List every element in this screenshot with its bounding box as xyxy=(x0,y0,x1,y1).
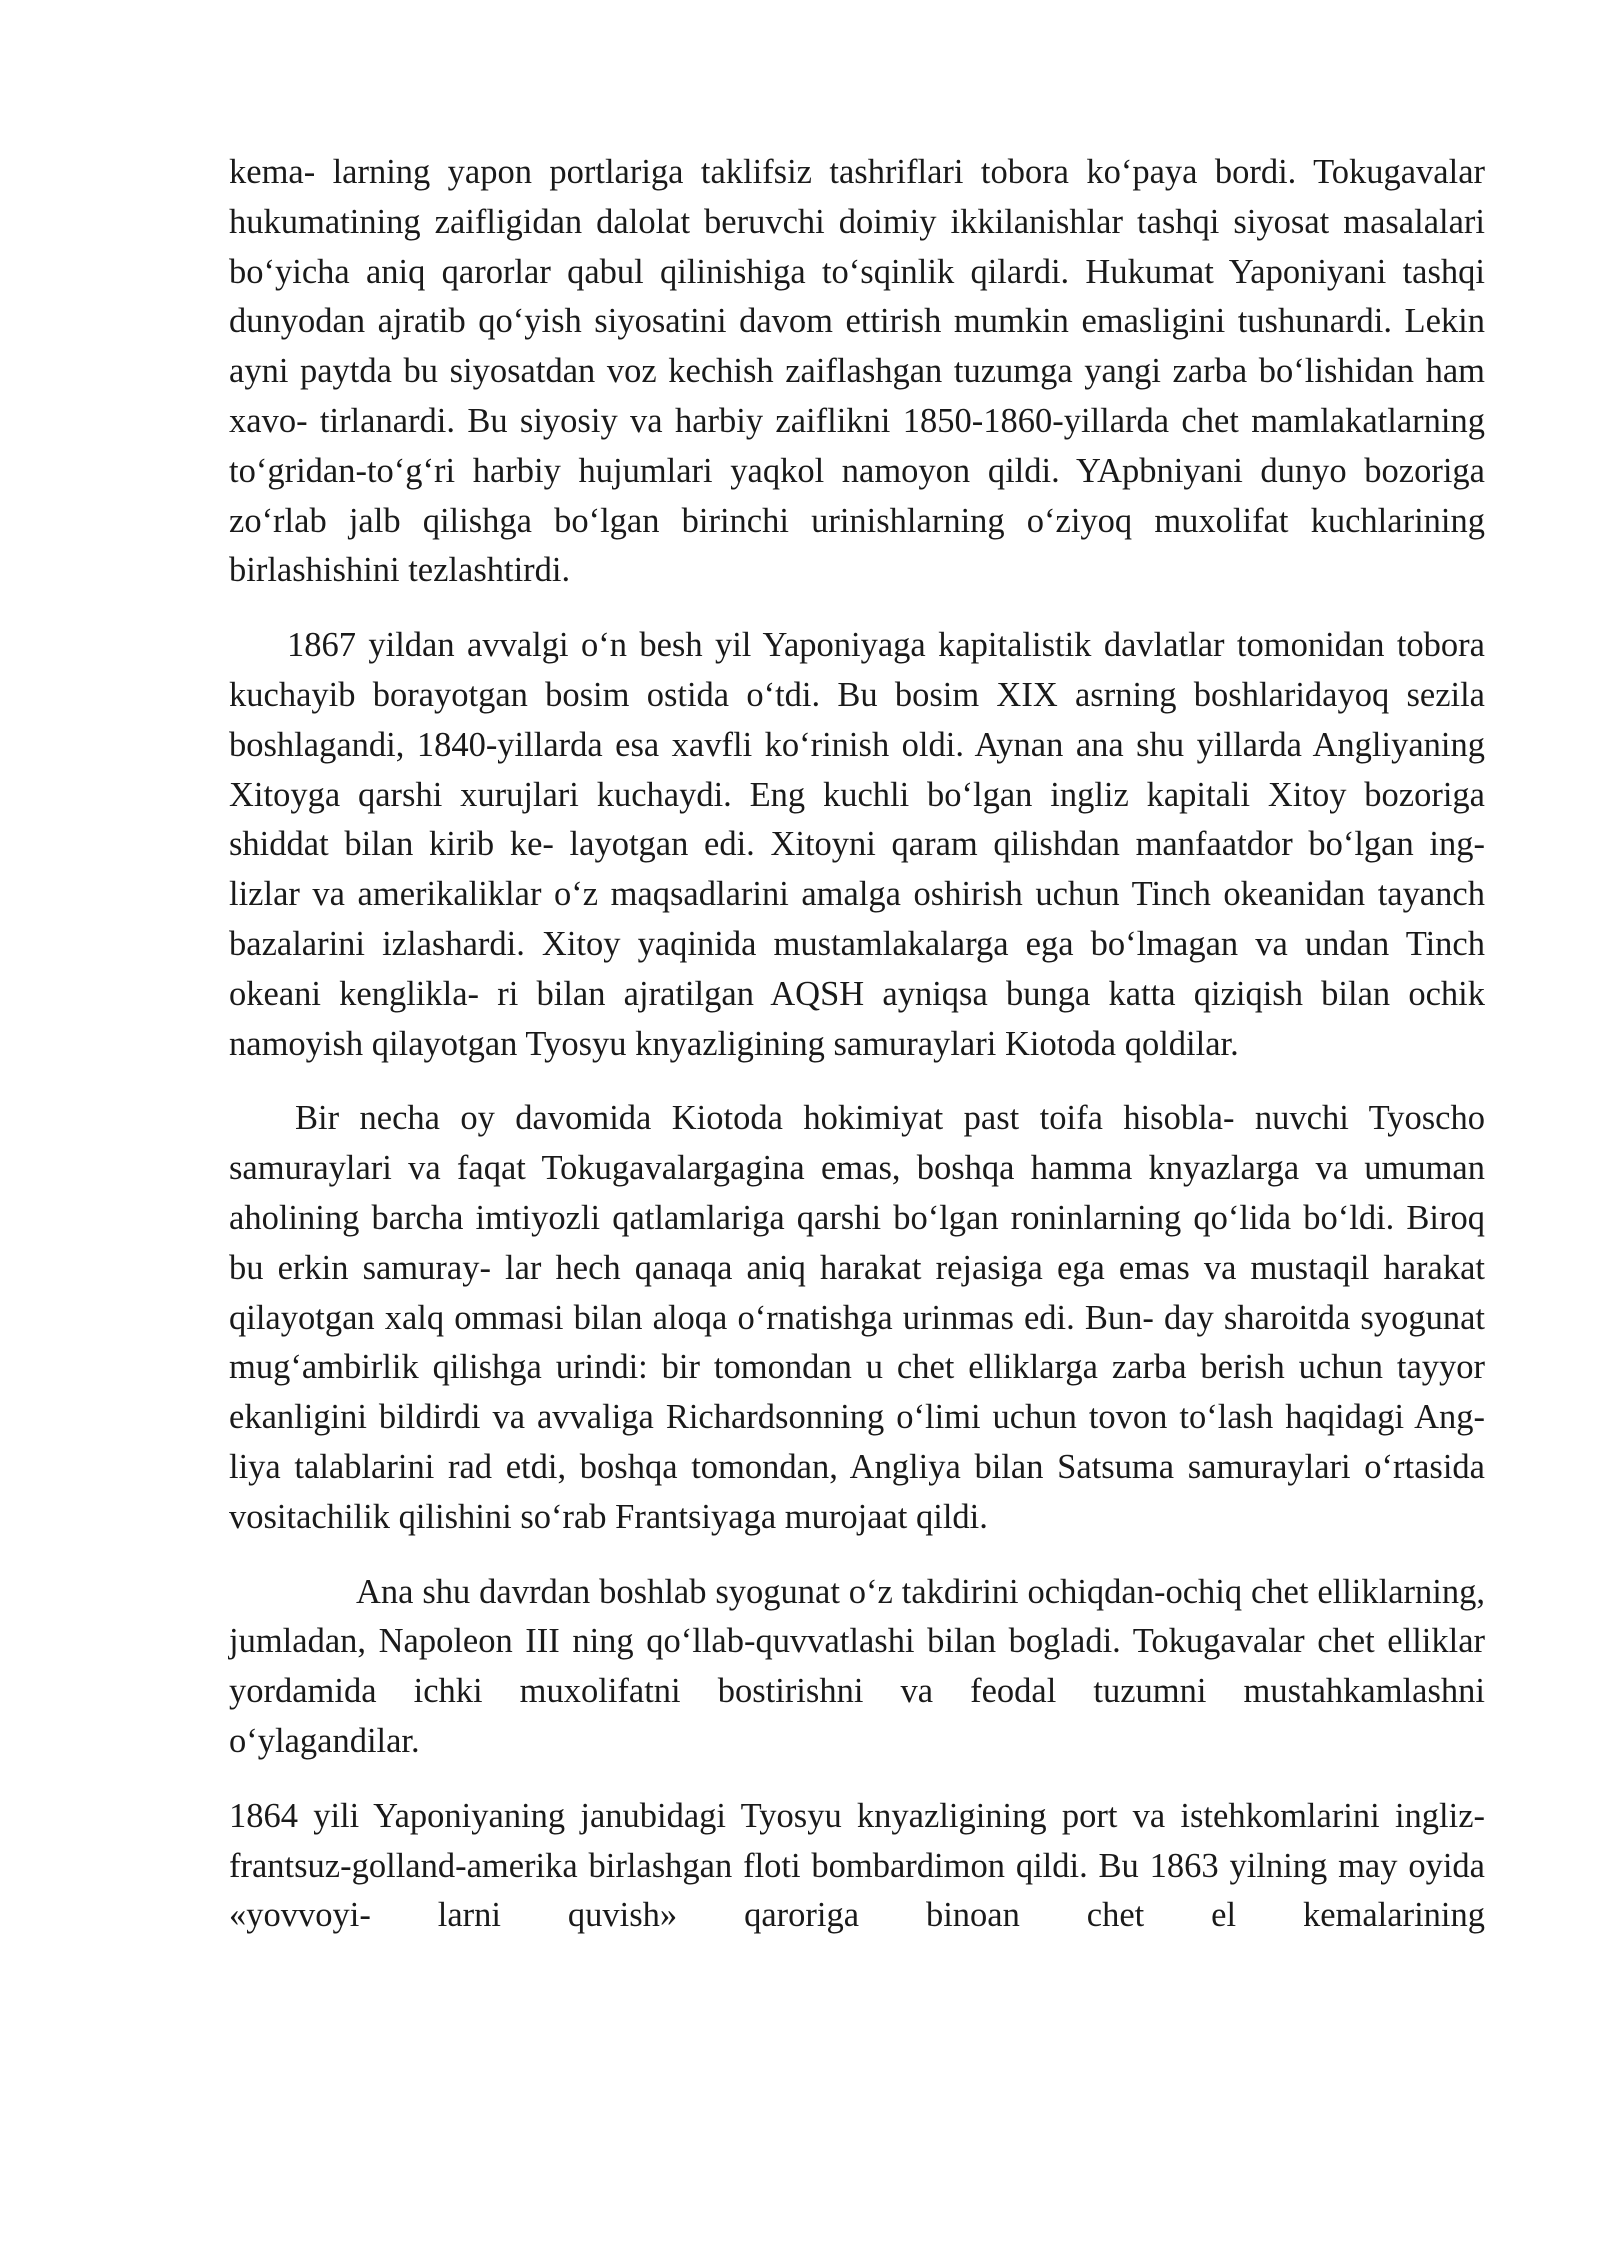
paragraph-5: 1864 yili Yaponiyaning janubidagi Tyosyu knyazligining port va istehkomlarini ingliz-frantsuz-golland-amerika birlashgan floti bombardimon qildi. Bu 1863 yilning may oyida «yovvoyi- larni quvish» qaroriga binoan chet el kemalarining xyxy=(229,1796,1485,1935)
document-body xyxy=(229,148,1485,1941)
paragraph-4: Ana shu davrdan boshlab syogunat o‘z takdirini ochiqdan-ochiq chet elliklarning, jumladan, Napoleon III ning qo‘llab-quvvatlashi bilan bogladi. Tokugavalar chet elliklar yordamida ichki muxolifatni bostirishni va feodal tuzumni mustahkamlashni o‘ylagandilar. xyxy=(229,1572,1485,1760)
paragraph-2: 1867 yildan avvalgi o‘n besh yil Yaponiyaga kapitalistik davlatlar tomonidan tobora kuchayib borayotgan bosim ostida o‘tdi. Bu bosim XIX asrning boshlaridayoq sezila boshlagandi, 1840-yillarda esa xavfli ko‘rinish oldi. Aynan ana shu yillarda Angliyaning Xitoyga qarshi xurujlari kuchaydi. Eng kuchli bo‘lgan ingliz kapitali Xitoy bozoriga shiddat bilan kirib ke- layotgan edi. Xitoyni qaram qilishdan manfaatdor bo‘lgan ing- lizlar va amerikaliklar o‘z maqsadlarini amalga oshirish uchun Tinch okeanidan tayanch bazalarini izlashardi. Xitoy yaqinida mustamlakalarga ega bo‘lmagan va undan Tinch okeani kenglikla- ri bilan ajratilgan AQSH ayniqsa bunga katta qiziqish bilan ochik namoyish qilayotgan Tyosyu knyazligining samuraylari Kiotoda qoldilar. xyxy=(229,626,1485,1063)
paragraph-1: kema- larning yapon portlariga taklifsiz tashriflari tobora ko‘paya bordi. Tokugavalar hukumatining zaifligidan dalolat beruvchi doimiy ikkilanishlar tashqi siyosat masalalari bo‘yicha aniq qarorlar qabul qilinishiga to‘sqinlik qilardi. Hukumat Yaponiyani tashqi dunyodan ajratib qo‘yish siyosatini davom ettirish mumkin emasligini tushunardi. Lekin ayni paytda bu siyosatdan voz kechish zaiflashgan tuzumga yangi zarba bo‘lishidan ham xavo- tirlanardi. Bu siyosiy va harbiy zaiflikni 1850-1860-yillarda chet mamlakatlarning to‘gridan-to‘g‘ri harbiy hujumlari yaqkol namoyon qildi. YApbniyani dunyo bozoriga zo‘rlab jalb qilishga bo‘lgan birinchi urinishlarning o‘ziyoq muxolifat kuchlarining birlashishini tezlashtirdi. xyxy=(229,153,1485,590)
paragraph-3: Bir necha oy davomida Kiotoda hokimiyat past toifa hisobla- nuvchi Tyoscho samuraylari va faqat Tokugavalargagina emas, boshqa hamma knyazlarga va umuman aholining barcha imtiyozli qatlamlariga qarshi bo‘lgan roninlarning qo‘lida bo‘ldi. Biroq bu erkin samuray- lar hech qanaqa aniq harakat rejasiga ega emas va mustaqil harakat qilayotgan xalq ommasi bilan aloqa o‘rnatishga urinmas edi. Bun- day sharoitda syogunat mug‘ambirlik qilishga urindi: bir tomondan u chet elliklarga zarba berish uchun tayyor ekanligini bildirdi va avvaliga Richardsonning o‘limi uchun tovon to‘lash haqidagi Ang- liya talablarini rad etdi, boshqa tomondan, Angliya bilan Satsuma samuraylari o‘rtasida vositachilik qilishini so‘rab Frantsiyaga murojaat qildi. xyxy=(229,1099,1485,1536)
